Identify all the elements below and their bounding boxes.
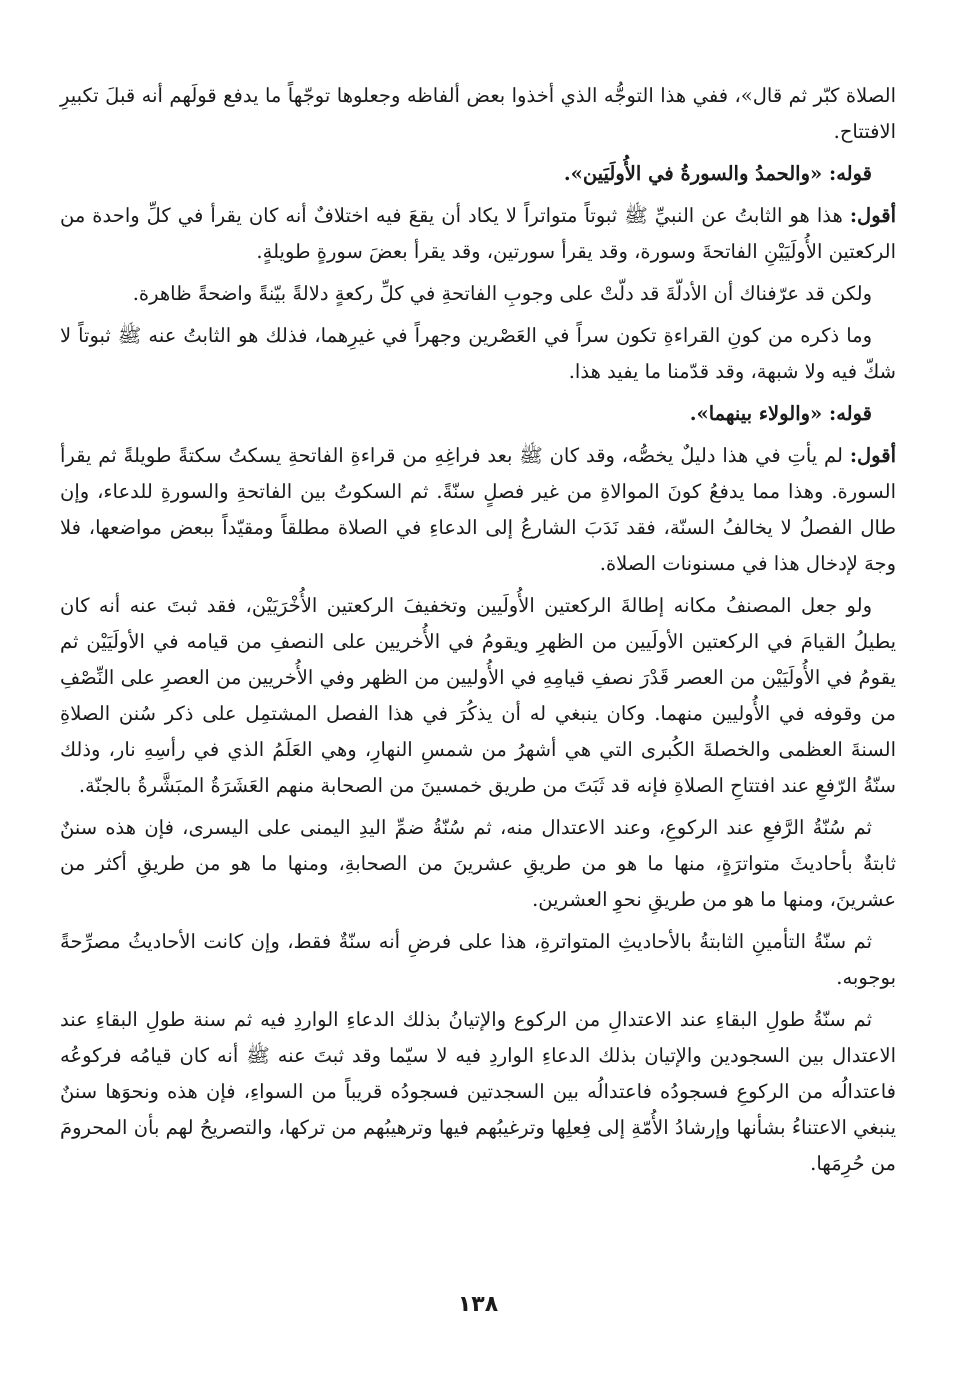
paragraph-lengthening: ولو جعل المصنفُ مكانه إطالةَ الركعتين الأُولَيين وتخفيفَ الركعتين الأُخْرَيَيْن، فقد ثبتَ عنه أنه كان يطيلُ القيامَ في الركعتين الأولَيين من الظهرِ ويقومُ في الأُخريين على النصفِ من قيامه في الأولَيَيْن ثم يقومُ في الأُولَيَيْن من العصر قَدْرَ نصفِ قيامِهِ في الأُوليين من الظهر وفي الأُخريين من العصرِ على النِّصْفِ من وقوفه في الأُوليين منهما. وكان ينبغي له أن يذكُرَ في هذا الفصل المشتمِل على ذكر سُنن الصلاةِ السنةَ العظمى والخصلةَ الكُبرى التي هي أشهرُ من شمسِ النهارِ، وهي العَلَمُ الذي في رأسِهِ نار، وذلك سنّةُ الرّفعِ عند افتتاحِ الصلاةِ فإنه قد ثَبَتَ من طريق خمسينَ من الصحابة منهم العَشَرَةُ المبَشَّرةُ بالجنّة. xyxy=(60,594,896,797)
section-text: هذا هو الثابتُ عن النبيِّ ﷺ ثبوتاً متواتراً لا يكاد أن يقعَ فيه اختلافٌ أنه كان يقرأ في كلِّ واحدة من الركعتين الأُولَيَيْنِ الفاتحةَ وسورة، وقد يقرأ سورتين، وقد يقرأ بعضَ سورةٍ طويلةٍ. xyxy=(60,204,896,263)
page-number: ١٣٨ xyxy=(457,1292,499,1317)
section-heading-wala: قوله: «والولاء بينهما». xyxy=(689,402,872,425)
paragraph-itidal: ثم سنّةُ طولِ البقاءِ عند الاعتدالِ من الركوع والإتيانُ بذلك الدعاءِ الواردِ فيه ثم سنة طولِ البقاءِ عند الاعتدال بين السجودين والإتيان بذلك الدعاءِ الواردِ فيه لا سيّما وقد ثبتَ عنه ﷺ أنه كان قيامُه فركوعُه فاعتدالُه من الركوعِ فسجودُه فاعتدالُه بين السجدتين فسجودُه قريباً من السواءِ، فإن هذه ونحوَها سننٌ ينبغي الاعتناءُ بشأنها وإرشادُ الأُمّةِ إلى فِعلِها وترغيبُهم فيها وترهيبُهم من تركها، والتصريحُ لهم بأن المحرومَ من حُرِمَها. xyxy=(60,1008,896,1175)
section-body-wala xyxy=(60,438,896,582)
page-body xyxy=(60,78,896,1188)
lead-word: أقول: xyxy=(849,444,896,467)
section-text: لم يأتِ في هذا دليلٌ يخصُّه، وقد كان ﷺ بعد فراغِهِ من قراءةِ الفاتحةِ يسكتُ سكتةً طويلةً ثم يقرأ السورة. وهذا مما يدفعُ كونَ الموالاةِ من غير فصلٍ سنّةً. ثم السكوتُ بين الفاتحةِ والسورةِ للدعاء، وإن طال الفصلُ لا يخالفُ السنّة، فقد نَدَبَ الشارعُ إلى الدعاءِ في الصلاة مطلقاً ومقيّداً ببعض مواضعها، فلا وجهَ لإدخال هذا في مسنونات الصلاة. xyxy=(60,444,896,575)
section-heading-hamd: قوله: «والحمدُ والسورةُ في الأُولَيَين». xyxy=(563,162,872,185)
paragraph-intro: الصلاة كبّر ثم قال»، ففي هذا التوجُّه الذي أخذوا بعض ألفاظه وجعلوها توجّهاً ما يدفع قولَهم أنه قبلَ تكبيرِ الافتتاح. xyxy=(60,84,896,143)
paragraph-raising-hands: ثم سُنّةُ الرَّفعِ عند الركوعِ، وعند الاعتدال منه، ثم سُنّةُ ضمِّ اليدِ اليمنى على اليسرى، فإن هذه سننٌ ثابتةٌ بأحاديثَ متواترَةٍ، منها ما هو من طريقِ عشرينَ من الصحابةِ، ومنها ما هو من طريقِ أكثر من عشرينَ، ومنها ما هو من طريقِ نحوِ العشرين. xyxy=(60,816,896,911)
paragraph-fatiha-obligation: ولكن قد عرّفناك أن الأدلّةَ قد دلّتْ على وجوبِ الفاتحةِ في كلِّ ركعةٍ دلالةً بيّنةً واضحةً ظاهرة. xyxy=(132,282,872,305)
paragraph-recitation-volume: وما ذكره من كونِ القراءةِ تكون سراً في العَصْرين وجهراً في غيرِهما، فذلك هو الثابتُ عنه ﷺ ثبوتاً لا شكّ فيه ولا شبهة، وقد قدّمنا ما يفيد هذا. xyxy=(60,324,896,383)
lead-word: أقول: xyxy=(849,204,897,227)
paragraph-tamin: ثم سنّةُ التأمينِ الثابتةُ بالأحاديثِ المتواترةِ، هذا على فرضِ أنه سنّةٌ فقط، وإن كانت الأحاديثُ مصرِّحةً بوجوبه. xyxy=(60,930,896,989)
section-body-hamd xyxy=(60,198,896,270)
